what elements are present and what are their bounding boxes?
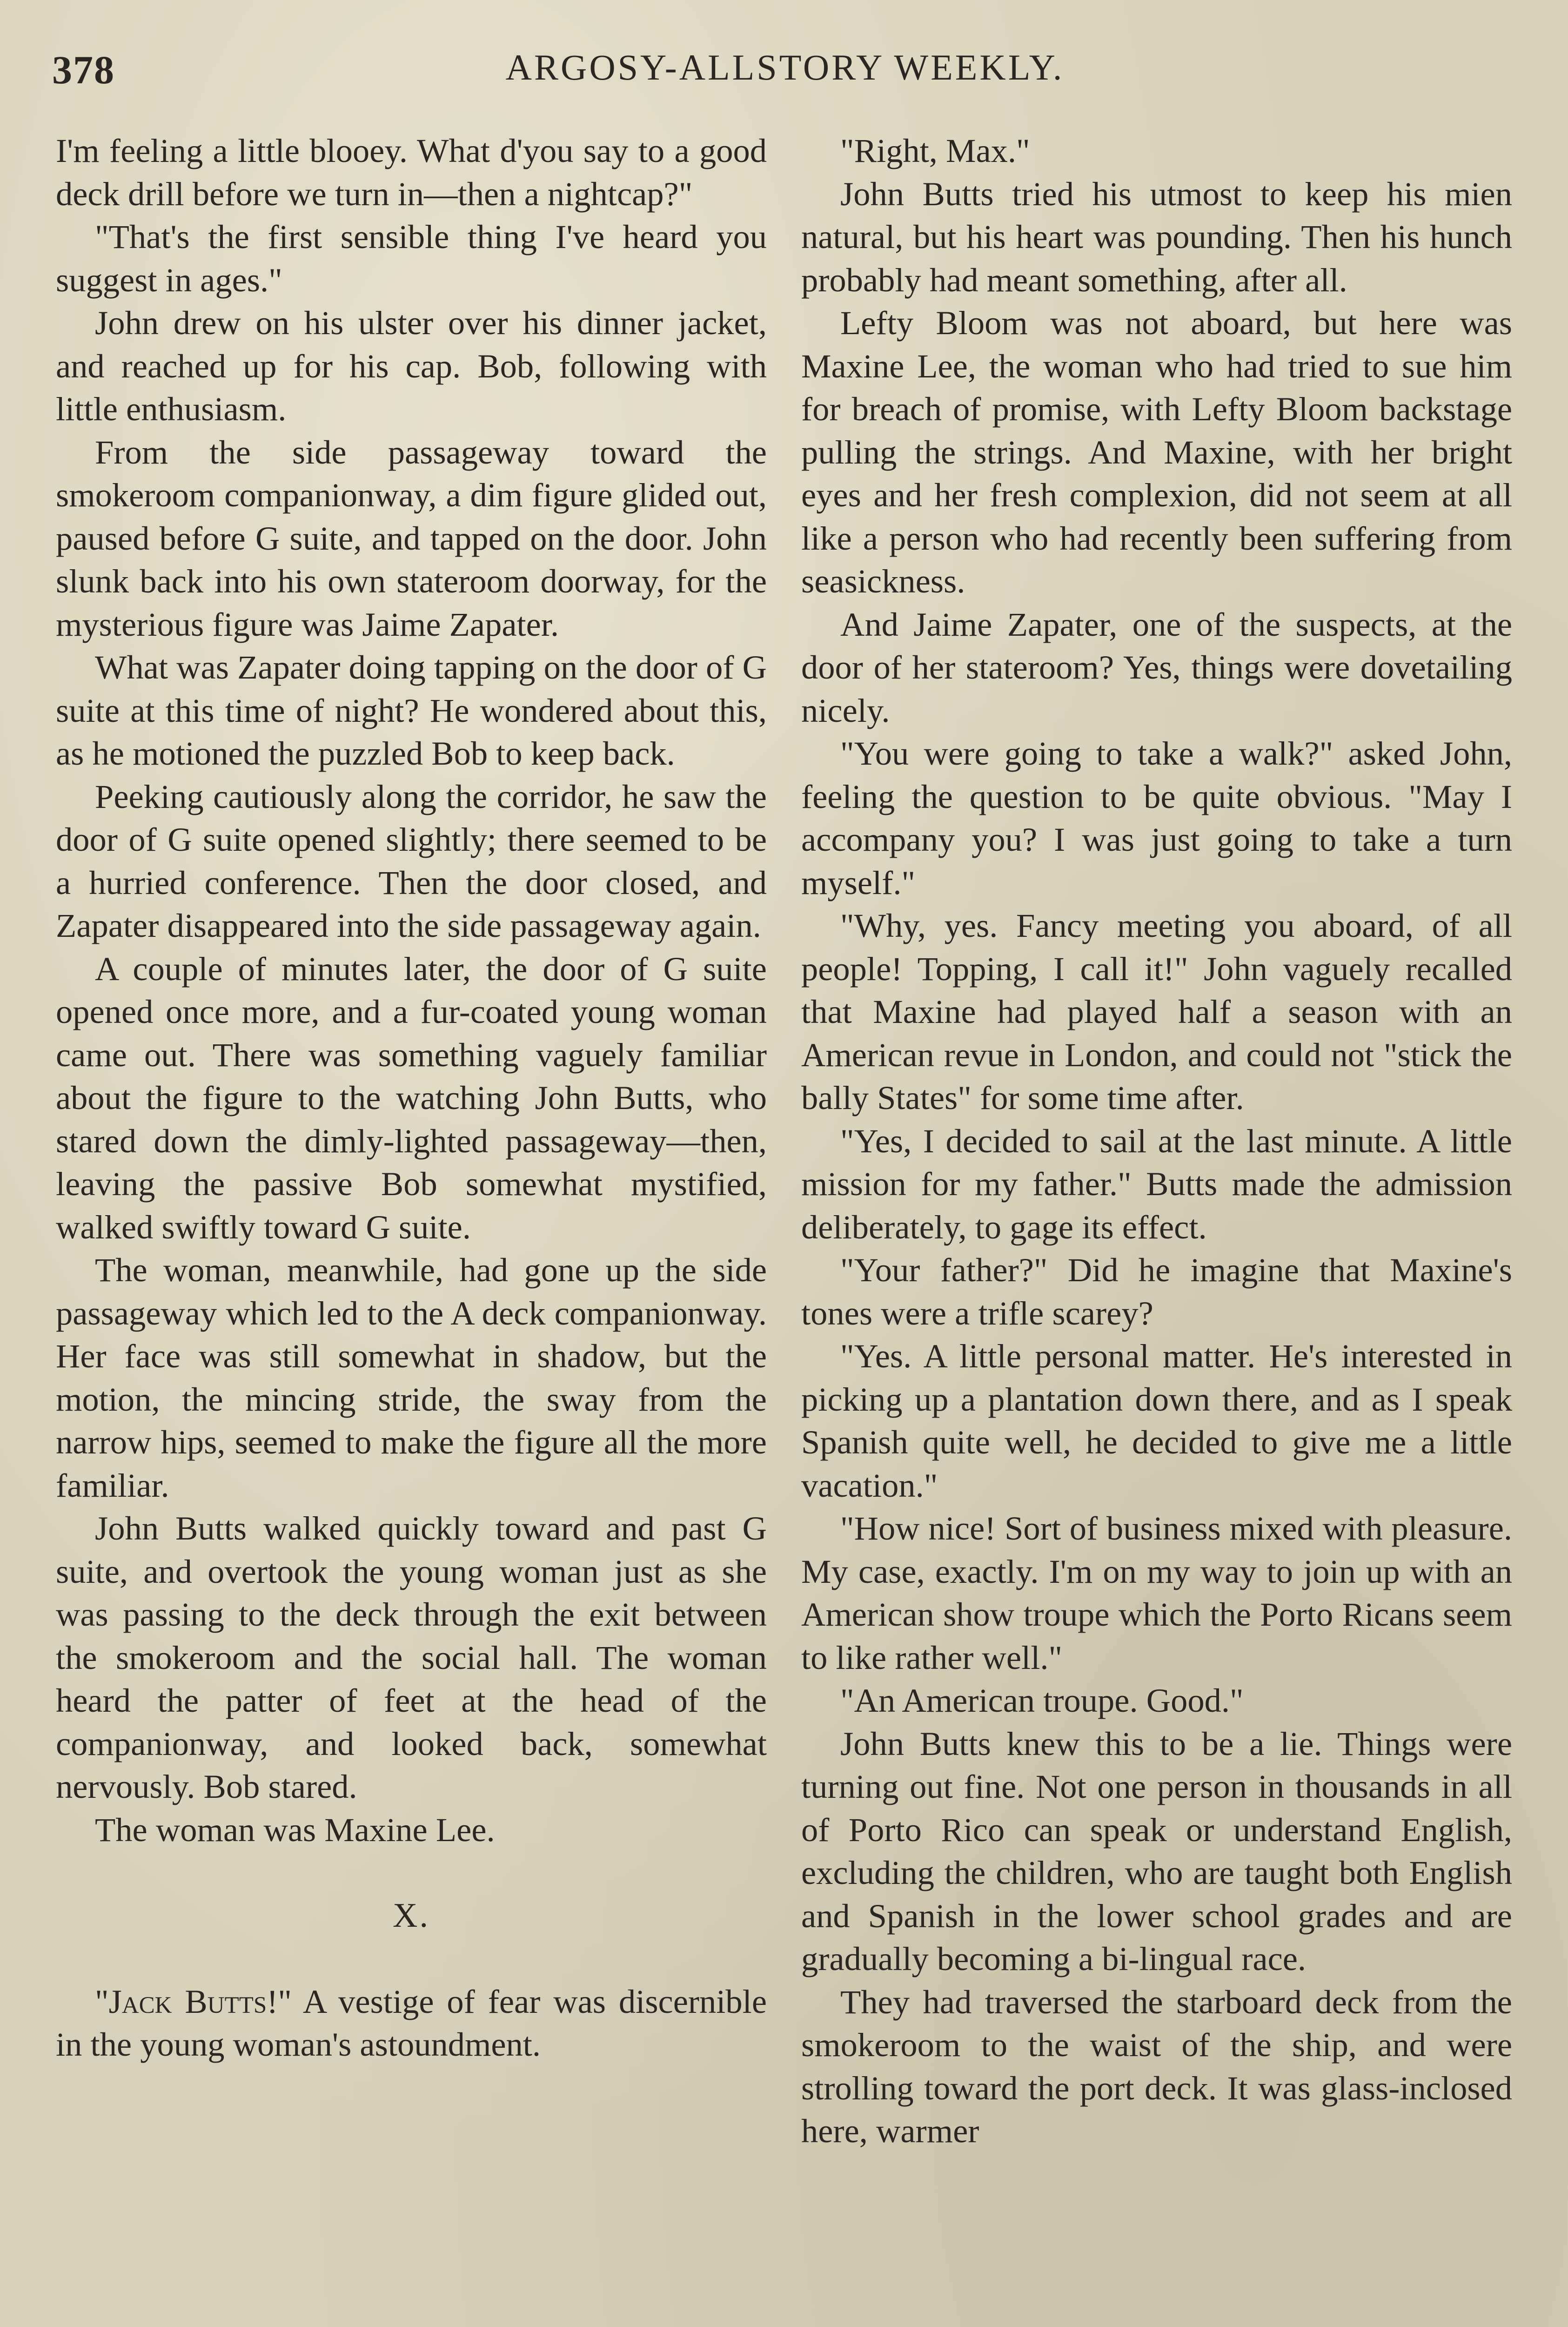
paragraph: John Butts walked quickly toward and past G suite, and overtook the young woman just as she was passing to the deck through the exit between the smokeroom and the social hall. The woman heard the patter of feet at the head of the companionway, and looked back, somewhat nervously. Bob stared. [56, 1509, 767, 1805]
chapter-opening-lead: "Jack Butts!" [95, 1982, 292, 2020]
paragraph: John Butts tried his utmost to keep his mien natural, but his heart was pounding. Then his hunch probably had meant something, after all. [801, 175, 1512, 299]
paragraph: Lefty Bloom was not aboard, but here was Maxine Lee, the woman who had tried to sue him for breach of promise, with Lefty Bloom backstage pulling the strings. And Maxine, with her bright eyes and her fresh complexion, did not seem at all like a person who had recently been suffering from seasickness. [801, 304, 1512, 600]
left-column [56, 129, 767, 2066]
right-column [801, 129, 1512, 2153]
paragraph: "Yes. A little personal matter. He's interested in picking up a plantation down there, and as I speak Spanish quite well, he decided to give me a little vacation." [801, 1337, 1512, 1504]
paragraph: "Why, yes. Fancy meeting you aboard, of all people! Topping, I call it!" John vaguely recalled that Maxine had played half a season with an American revue in London, and could not "stick the bally States" for some time after. [801, 907, 1512, 1116]
paragraph: The woman, meanwhile, had gone up the side passageway which led to the A deck companionway. Her face was still somewhat in shadow, but the motion, the mincing stride, the sway from the narrow hips, seemed to make the figure all the more familiar. [56, 1251, 767, 1504]
chapter-heading: X. [393, 1897, 430, 1935]
paragraph: "Your father?" Did he imagine that Maxine's tones were a trifle scarey? [801, 1251, 1512, 1332]
paragraph: John drew on his ulster over his dinner jacket, and reached up for his cap. Bob, following with little enthusiasm. [56, 304, 767, 428]
paragraph: What was Zapater doing tapping on the door of G suite at this time of night? He wondered about this, as he motioned the puzzled Bob to keep back. [56, 648, 767, 772]
paragraph: John Butts knew this to be a lie. Things were turning out fine. Not one person in thousands in all of Porto Rico can speak or understand English, excluding the children, who are taught both English and Spanish in the lower school grades and are gradually becoming a bi-lingual race. [801, 1724, 1512, 1977]
paragraph: "Yes, I decided to sail at the last minute. A little mission for my father." Butts made the admission deliberately, to gage its effect. [801, 1122, 1512, 1246]
paragraph: A couple of minutes later, the door of G suite opened once more, and a fur-coated young woman came out. There was something vaguely familiar about the figure to the watching John Butts, who stared down the dimly-lighted passageway—then, leaving the passive Bob somewhat mystified, walked swiftly toward G suite. [56, 949, 767, 1246]
paragraph: The woman was Maxine Lee. [95, 1810, 495, 1849]
running-title: ARGOSY-ALLSTORY WEEKLY. [505, 47, 1065, 87]
paragraph: And Jaime Zapater, one of the suspects, at the door of her stateroom? Yes, things were dovetailing nicely. [801, 605, 1512, 729]
paragraph-chapter-opening [56, 1980, 767, 2066]
page-number: 378 [52, 47, 115, 92]
paragraph: Peeking cautiously along the corridor, he saw the door of G suite opened slightly; there seemed to be a hurried conference. Then the door closed, and Zapater disappeared into the side passageway again. [56, 777, 767, 944]
paragraph: I'm feeling a little blooey. What d'you say to a good deck drill before we turn in—then a nightcap?" [56, 132, 767, 213]
paragraph: "How nice! Sort of business mixed with pleasure. My case, exactly. I'm on my way to join up with an American show troupe which the Porto Ricans seem to like rather well." [801, 1509, 1512, 1676]
paragraph: "That's the first sensible thing I've heard you suggest in ages." [56, 218, 767, 299]
paragraph: "You were going to take a walk?" asked John, feeling the question to be quite obvious. "May I accompany you? I was just going to take a turn myself." [801, 734, 1512, 901]
paragraph: "Right, Max." [840, 132, 1030, 169]
chapter-opening-text: A vestige of fear was discernible in the young woman's astoundment. [56, 1982, 767, 2063]
paragraph: From the side passageway toward the smokeroom companionway, a dim figure glided out, paused before G suite, and tapped on the door. John slunk back into his own stateroom doorway, for the mysterious figure was Jaime Zapater. [56, 433, 767, 643]
paragraph: "An American troupe. Good." [840, 1681, 1244, 1719]
paragraph: They had traversed the starboard deck from the smokeroom to the waist of the ship, and were strolling toward the port deck. It was glass-inclosed here, warmer [801, 1983, 1512, 2150]
page-header [52, 47, 1518, 93]
